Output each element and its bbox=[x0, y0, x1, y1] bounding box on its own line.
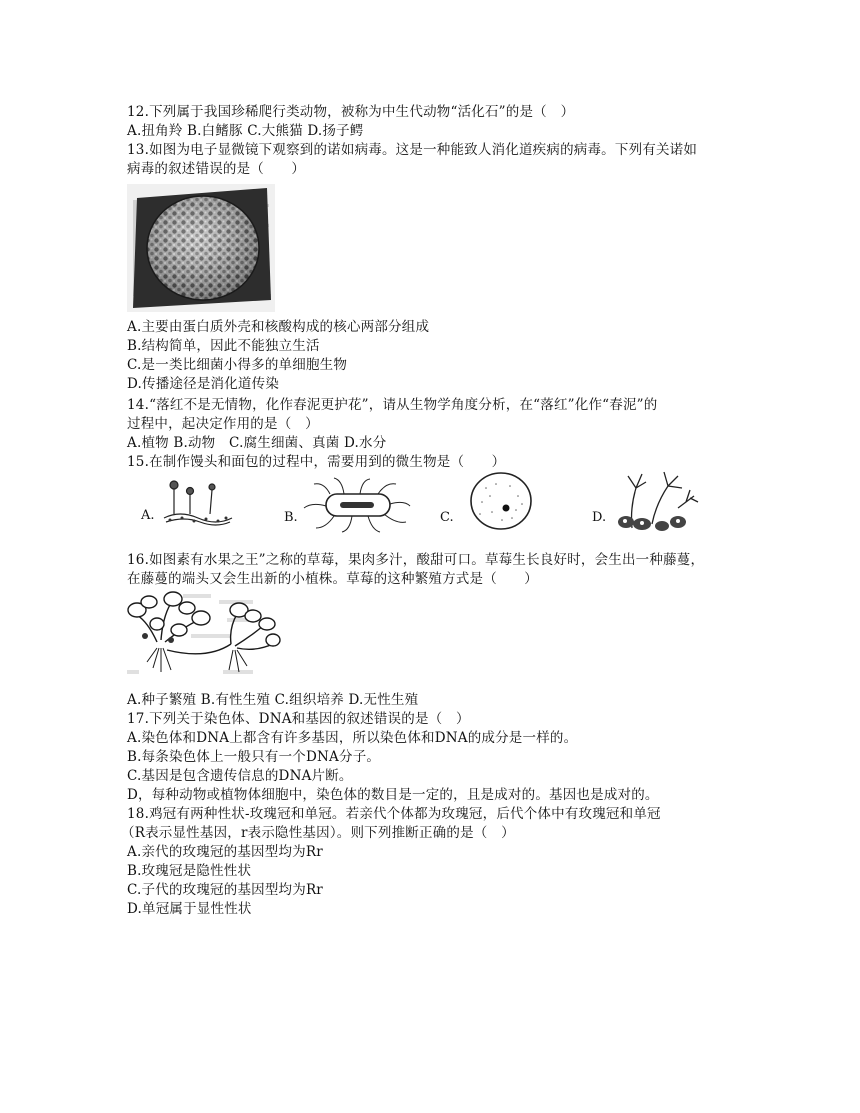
mushroom-fungus-figure bbox=[612, 468, 700, 534]
question-15-figure-label-c: C. bbox=[440, 510, 454, 525]
question-18-option-b: B.玫瑰冠是隐性性状 bbox=[127, 863, 252, 879]
question-17-option-d: D，每种动物或植物体细胞中，染色体的数目是一定的，且是成对的。基因也是成对的。 bbox=[127, 787, 659, 803]
question-13-stem-line-1: 13.如图为电子显微镜下观察到的诺如病毒。这是一种能致人消化道疾病的病毒。下列有关诺如 bbox=[127, 142, 698, 158]
question-17-stem: 17.下列关于染色体、DNA和基因的叙述错误的是（ ） bbox=[127, 711, 470, 727]
question-17-option-c: C.基因是包含遗传信息的DNA片断。 bbox=[127, 768, 353, 784]
question-18-stem-line-1: 18.鸡冠有两种性状-玫瑰冠和单冠。若亲代个体都为玫瑰冠，后代个体中有玫瑰冠和单冠 bbox=[127, 806, 661, 822]
question-13-option-c: C.是一类比细菌小得多的单细胞生物 bbox=[127, 357, 348, 373]
question-12-options: A.扭角羚 B.白鳍豚 C.大熊猫 D.扬子鳄 bbox=[127, 123, 364, 139]
bacterium-figure bbox=[300, 476, 414, 534]
question-18-option-c: C.子代的玫瑰冠的基因型均为Rr bbox=[127, 882, 323, 898]
yeast-cell-figure bbox=[466, 470, 536, 532]
question-13-option-d: D.传播途径是消化道传染 bbox=[127, 376, 280, 392]
question-17-option-a: A.染色体和DNA上都含有许多基因，所以染色体和DNA的成分是一样的。 bbox=[127, 730, 578, 746]
question-14-options: A.植物 B.动物 C.腐生细菌、真菌 D.水分 bbox=[127, 435, 387, 451]
norovirus-micrograph bbox=[127, 184, 275, 312]
question-15-figure-label-b: B. bbox=[284, 510, 298, 525]
question-16-stem-line-2: 在藤蔓的端头又会生出新的小植株。草莓的这种繁殖方式是（ ） bbox=[127, 571, 538, 587]
question-18-stem-line-2: （R表示显性基因，r表示隐性基因）。则下列推断正确的是（ ） bbox=[121, 825, 515, 841]
question-12-stem: 12.下列属于我国珍稀爬行类动物，被称为中生代动物“活化石”的是（ ） bbox=[127, 104, 575, 120]
question-18-option-a: A.亲代的玫瑰冠的基因型均为Rr bbox=[127, 844, 323, 860]
question-15-stem: 15.在制作馒头和面包的过程中，需要用到的微生物是（ ） bbox=[127, 454, 506, 470]
question-17-option-b: B.每条染色体上一般只有一个DNA分子。 bbox=[127, 749, 381, 765]
question-16-stem-line-1: 16.如图素有水果之王”之称的草莓，果肉多汁，酸甜可口。草莓生长良好时，会生出一种藤蔓， bbox=[127, 552, 705, 568]
question-18-option-d: D.单冠属于显性性状 bbox=[127, 901, 252, 917]
question-15-figure-label-a: A. bbox=[141, 508, 155, 523]
mold-figure bbox=[160, 474, 236, 530]
question-14-stem-line-2: 过程中，起决定作用的是（ ） bbox=[127, 416, 319, 432]
question-15-figure-label-d: D. bbox=[592, 510, 607, 525]
question-13-stem-line-2: 病毒的叙述错误的是（ ） bbox=[127, 161, 306, 177]
question-13-option-a: A.主要由蛋白质外壳和核酸构成的核心两部分组成 bbox=[127, 319, 430, 335]
question-13-option-b: B.结构简单，因此不能独立生活 bbox=[127, 338, 320, 354]
question-16-options: A.种子繁殖 B.有性生殖 C.组织培养 D.无性生殖 bbox=[127, 692, 419, 708]
question-14-stem-line-1: 14.“落红不是无情物，化作春泥更护花”，请从生物学角度分析，在“落红”化作“春泥”的 bbox=[127, 397, 658, 413]
strawberry-runner-figure bbox=[127, 590, 283, 686]
